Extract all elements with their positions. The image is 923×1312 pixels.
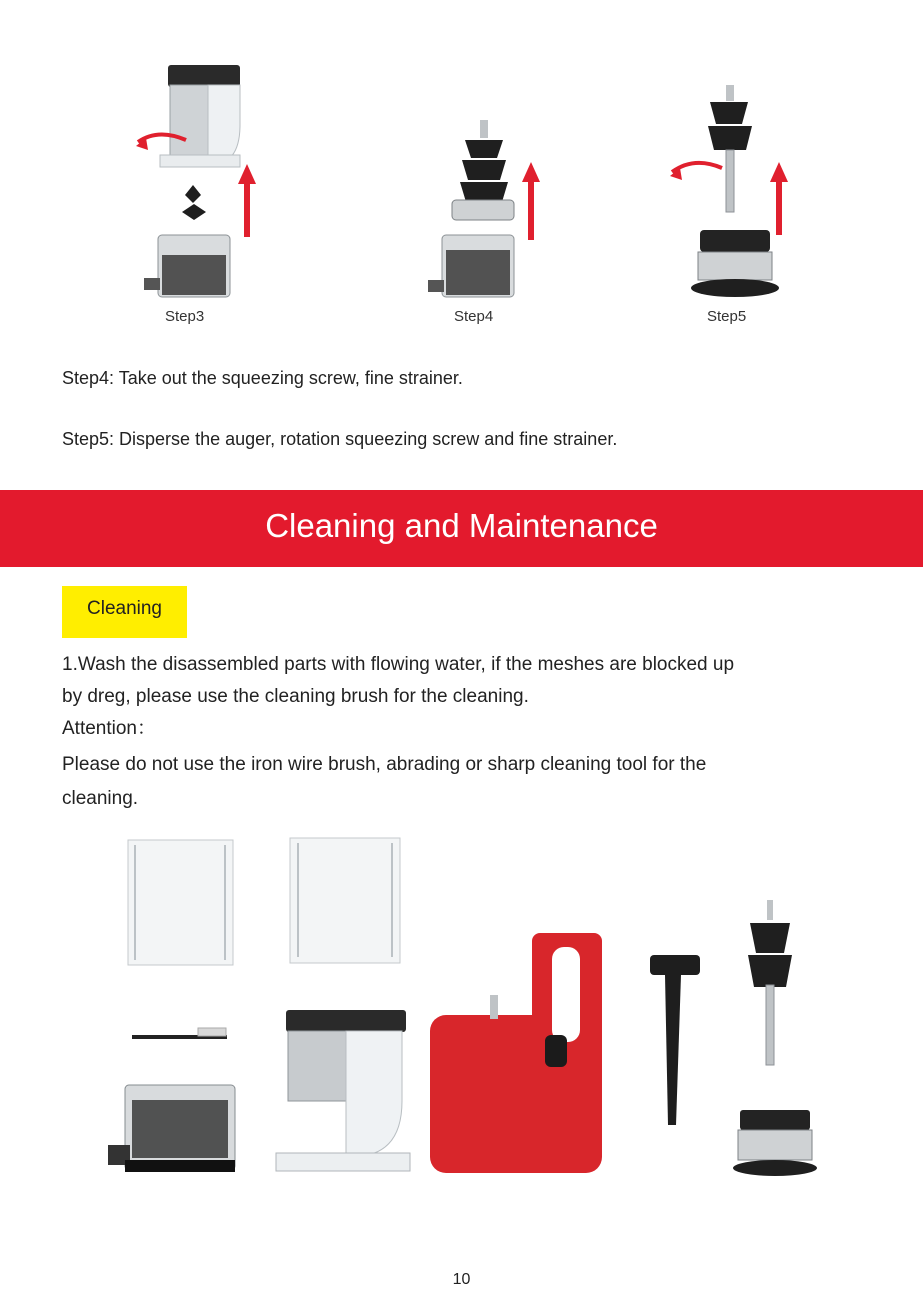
squeezing-screw-image <box>452 120 514 220</box>
lift-arrow-icon-2 <box>522 162 540 240</box>
cleaning-text-line1: 1.Wash the disassembled parts with flowing water, if the meshes are blocked up <box>62 654 735 675</box>
step3-caption: Step3 <box>165 308 205 325</box>
lid-image <box>132 1028 227 1039</box>
motor-base-image <box>430 933 602 1173</box>
step3-illustration <box>130 60 270 305</box>
auger-image <box>708 85 752 212</box>
section-title: Cleaning and Maintenance <box>265 507 658 544</box>
step4-illustration <box>410 115 555 305</box>
auger-part-image <box>748 900 792 1065</box>
hopper-cup-image <box>128 840 233 965</box>
step5-instruction: Step5: Disperse the auger, rotation squeezing screw and fine strainer. <box>62 429 618 449</box>
step5-illustration <box>660 80 800 305</box>
juicer-bowl-image-2 <box>428 235 514 297</box>
juicing-bowl-image <box>108 1085 235 1172</box>
strainer-part-image <box>733 1110 817 1176</box>
cleaning-tag-label: Cleaning <box>87 598 162 619</box>
disassembled-parts-illustration <box>100 835 830 1180</box>
cleaning-text-line2: by dreg, please use the cleaning brush for the cleaning. <box>62 686 529 707</box>
juicer-cover-image <box>160 65 240 167</box>
chute-cover-image <box>276 1010 410 1171</box>
cleaning-text-line4: cleaning. <box>62 788 139 809</box>
attention-label: Attention： <box>62 718 156 739</box>
lift-arrow-icon-3 <box>770 162 788 235</box>
fine-strainer-image <box>691 230 779 297</box>
step4-caption: Step4 <box>454 308 494 325</box>
page-number: 10 <box>452 1271 471 1288</box>
juicer-bowl-image <box>144 185 230 297</box>
lift-arrow-icon <box>238 164 256 237</box>
cleaning-brush-image <box>650 955 700 1125</box>
step5-caption: Step5 <box>707 308 747 325</box>
step4-instruction: Step4: Take out the squeezing screw, fine strainer. <box>62 368 463 388</box>
cleaning-text-line3: Please do not use the iron wire brush, abrading or sharp cleaning tool for the <box>62 754 707 775</box>
hopper-cup-image-2 <box>290 838 400 963</box>
